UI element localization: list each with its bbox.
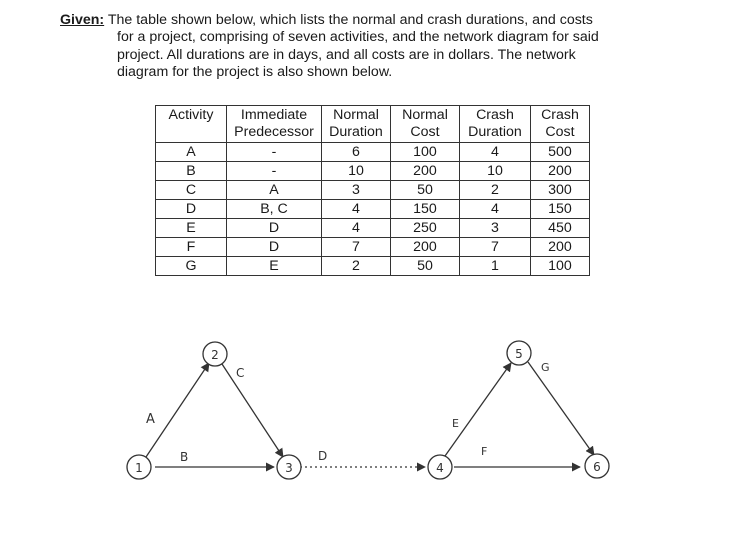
edge-label-d: D (318, 449, 328, 463)
node-3 (277, 455, 301, 479)
edge-g (528, 362, 594, 455)
cell-normal-cost: 250 (391, 219, 460, 238)
table-row (156, 200, 590, 219)
table-row (156, 181, 590, 200)
cell-activity: G (156, 257, 227, 276)
cell-predecessor: B, C (227, 200, 322, 219)
svg-text:3: 3 (285, 461, 293, 475)
cell-crash-duration: 1 (460, 257, 531, 276)
network-diagram (0, 320, 736, 510)
cell-crash-duration: 2 (460, 181, 531, 200)
intro-line-4: diagram for the project is also shown below. (117, 64, 393, 81)
svg-text:5: 5 (515, 347, 523, 361)
cell-normal-duration: 2 (322, 257, 391, 276)
cell-activity: D (156, 200, 227, 219)
intro-line-2: for a project, comprising of seven activities, and the network diagram for said (117, 29, 599, 46)
cell-predecessor: - (227, 143, 322, 162)
edge-label-f: F (481, 445, 488, 458)
cell-normal-duration: 4 (322, 219, 391, 238)
cell-normal-duration: 3 (322, 181, 391, 200)
cell-predecessor: A (227, 181, 322, 200)
svg-text:4: 4 (436, 461, 444, 475)
cell-normal-duration: 6 (322, 143, 391, 162)
intro-line-1 (60, 12, 700, 29)
cell-normal-cost: 200 (391, 238, 460, 257)
cell-activity: C (156, 181, 227, 200)
cell-predecessor: E (227, 257, 322, 276)
svg-text:6: 6 (593, 460, 601, 474)
cell-normal-cost: 200 (391, 162, 460, 181)
cell-crash-cost: 300 (531, 181, 590, 200)
edge-label-e: E (452, 417, 459, 430)
cell-normal-cost: 50 (391, 181, 460, 200)
cell-normal-duration: 4 (322, 200, 391, 219)
cell-crash-cost: 450 (531, 219, 590, 238)
node-4 (428, 455, 452, 479)
header-normal-duration: Normal Duration (322, 106, 391, 143)
activity-table (155, 105, 590, 276)
cell-activity: F (156, 238, 227, 257)
table-row (156, 238, 590, 257)
cell-crash-duration: 4 (460, 200, 531, 219)
node-2 (203, 342, 227, 366)
edge-label-a: A (146, 412, 155, 427)
node-6 (585, 454, 609, 478)
cell-crash-duration: 4 (460, 143, 531, 162)
node-1 (127, 455, 151, 479)
edge-label-c: C (236, 366, 245, 380)
header-normal-cost: Normal Cost (391, 106, 460, 143)
cell-activity: E (156, 219, 227, 238)
cell-activity: A (156, 143, 227, 162)
svg-text:2: 2 (211, 348, 219, 362)
cell-crash-cost: 100 (531, 257, 590, 276)
problem-statement (60, 12, 700, 82)
intro-text-1: The table shown below, which lists the normal and crash durations, and costs (107, 12, 593, 28)
cell-crash-cost: 200 (531, 238, 590, 257)
header-crash-duration: Crash Duration (460, 106, 531, 143)
cell-predecessor: - (227, 162, 322, 181)
table-row (156, 219, 590, 238)
edge-label-b: B (180, 450, 189, 464)
cell-activity: B (156, 162, 227, 181)
edge-e (445, 363, 511, 456)
cell-crash-duration: 10 (460, 162, 531, 181)
cell-normal-cost: 50 (391, 257, 460, 276)
table-header-row (156, 106, 590, 143)
cell-crash-cost: 200 (531, 162, 590, 181)
node-5 (507, 341, 531, 365)
cell-predecessor: D (227, 238, 322, 257)
header-activity: Activity (156, 106, 227, 143)
intro-line-3: project. All durations are in days, and all costs are in dollars. The network (117, 46, 576, 63)
cell-normal-cost: 150 (391, 200, 460, 219)
given-label: Given: (60, 12, 105, 28)
header-predecessor: Immediate Predecessor (227, 106, 322, 143)
cell-normal-cost: 100 (391, 143, 460, 162)
table-row (156, 162, 590, 181)
cell-crash-cost: 500 (531, 143, 590, 162)
table-row (156, 257, 590, 276)
header-crash-cost: Crash Cost (531, 106, 590, 143)
edge-label-g: G (541, 361, 550, 374)
cell-crash-duration: 3 (460, 219, 531, 238)
table-row (156, 143, 590, 162)
edge-c (222, 364, 283, 457)
cell-crash-duration: 7 (460, 238, 531, 257)
svg-text:1: 1 (135, 461, 143, 475)
cell-normal-duration: 10 (322, 162, 391, 181)
cell-predecessor: D (227, 219, 322, 238)
cell-crash-cost: 150 (531, 200, 590, 219)
edge-a (146, 363, 209, 457)
cell-normal-duration: 7 (322, 238, 391, 257)
